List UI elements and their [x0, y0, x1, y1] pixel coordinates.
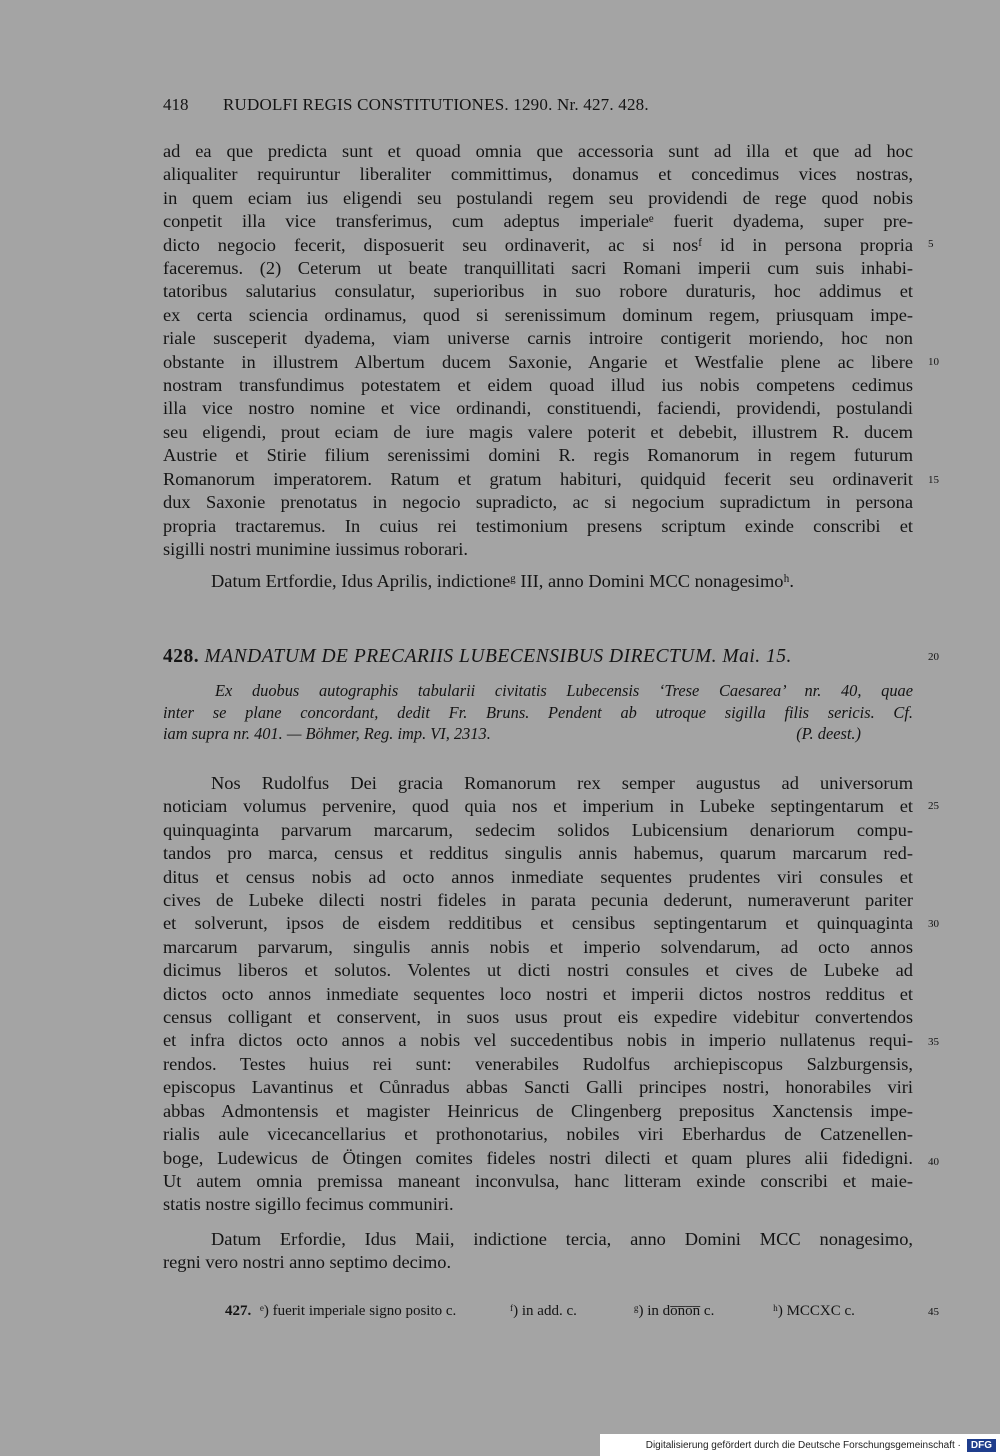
- footnote-h: ʰ) MCCXC c.: [773, 1303, 855, 1319]
- text-line: propria tractaremus. In cuius rei testimonium presens scriptum exinde conscribi et: [163, 515, 913, 536]
- page-header: [163, 95, 913, 115]
- source-line: iam supra nr. 401. — Böhmer, Reg. imp. VI, 2313.: [163, 724, 491, 743]
- digitization-footer: [600, 1434, 1000, 1456]
- text-line: census colligant et conservent, in suos usus prout eis expedire videbitur convertendos: [163, 1007, 913, 1028]
- margin-line-number: 25: [928, 800, 939, 812]
- text-line: ditus et census nobis ad octo annos inmediate sequentes prudentes viri consules et: [163, 866, 913, 887]
- text-line: Datum Erfordie, Idus Maii, indictione tercia, anno Domini MCC nonagesimo,: [211, 1229, 913, 1249]
- text-line: dicimus liberos et solutos. Volentes ut dicti nostri consules et cives de Lubeke ad: [163, 960, 913, 981]
- datum-428: [163, 1228, 913, 1275]
- text-line: seu eligendi, prout eciam de iure magis valere poterit et debebit, illustrem R. ducem: [163, 421, 913, 442]
- text-line: rendos. Testes huius rei sunt: venerabiles Rudolfus archiepiscopus Salzburgensis,: [163, 1053, 913, 1074]
- margin-line-number: 40: [928, 1156, 939, 1168]
- text-line: nostram transfundimus potestatem et eidem quoad illud ius nobis competens cedimus: [163, 375, 913, 396]
- text-line: rialis aule vicecancellarius et prothonotarius, nobiles viri Eberhardus de Catzenellen-: [163, 1124, 913, 1145]
- margin-line-number: 5: [928, 238, 934, 250]
- dfg-logo: DFG: [967, 1439, 996, 1452]
- source-line: inter se plane concordant, dedit Fr. Bruns. Pendent ab utroque sigilla filis sericis. Cf.: [163, 702, 913, 722]
- text-line: Nos Rudolfus Dei gracia Romanorum rex semper augustus ad universorum: [211, 773, 913, 793]
- text-line: aliqualiter requiruntur liberaliter committimus, donamus et concedimus vices nostras,: [163, 164, 913, 185]
- text-line: dux Saxonie prenotatus in negocio supradicto, ac si negocium supradictum in persona: [163, 492, 913, 513]
- text-line: statis nostre sigillo fecimus communiri.: [163, 1194, 454, 1215]
- text-line: Austrie et Stirie filium serenissimi domini R. regis Romanorum in regem futurum: [163, 445, 913, 466]
- margin-line-number: 30: [928, 918, 939, 930]
- text-line: ad ea que predicta sunt et quoad omnia que accessoria sunt ad illa et que ad hoc: [163, 141, 913, 161]
- text-line: ex certa sciencia ordinamus, quod si serenissimum dominum regem, priusquam impe-: [163, 304, 913, 325]
- footnote-number: 427.: [225, 1303, 252, 1319]
- text-line: boge, Ludewicus de Ötingen comites fideles nostri dilecti et quam plures alii fidedigni.: [163, 1147, 913, 1168]
- text-line: sigilli nostri munimine iussimus roborari.: [163, 538, 468, 559]
- text-line: cives de Lubeke dilecti nostri fideles in parata pecunia dederunt, numeraverunt pariter: [163, 890, 913, 911]
- document-427-text: [163, 140, 913, 561]
- text-line: noticiam volumus pervenire, quod quia nos et imperium in Lubeke septingentarum et: [163, 796, 913, 817]
- text-line: faceremus. (2) Ceterum ut beate tranquillitati sacri Romani imperii cum suis inhabi-: [163, 258, 913, 279]
- footnote-f: ᶠ) in add. c.: [510, 1303, 577, 1319]
- text-line: Ut autem omnia premissa maneant inconvulsa, hanc litteram exinde conscribi et maie-: [163, 1170, 913, 1191]
- running-title: RUDOLFI REGIS CONSTITUTIONES. 1290. Nr. 427. 428.: [223, 95, 649, 114]
- document-date: Mai. 15.: [722, 646, 792, 667]
- text-line: episcopus Lavantinus et Cůnradus abbas Sancti Galli principes nostri, honorabiles viri: [163, 1077, 913, 1098]
- text-line: et infra dictos octo annos a nobis vel succedentibus nobis in imperio nullatenus requi-: [163, 1030, 913, 1051]
- text-line: dicto negocio fecerit, disposuerit seu ordinaverit, ac si nosᶠ id in persona propria: [163, 234, 913, 255]
- margin-line-number: 20: [928, 651, 939, 663]
- datum-427: Datum Ertfordie, Idus Aprilis, indictioneᵍ III, anno Domini MCC nonagesimoʰ.: [211, 571, 795, 591]
- text-line: marcarum parvarum, singulis annis nobis et imperio solvendarum, ad octo annos: [163, 936, 913, 957]
- text-line: riale susceperit dyadema, viam universe carnis introire contigerit moriendo, hoc non: [163, 328, 913, 349]
- margin-line-number: 45: [928, 1306, 939, 1318]
- page-number: 418: [163, 95, 189, 114]
- footnote-g: ᵍ) in do̅n̅o̅n̅ c.: [634, 1303, 715, 1319]
- margin-line-number: 10: [928, 356, 939, 368]
- text-line: regni vero nostri anno septimo decimo.: [163, 1252, 452, 1273]
- document-428-heading: [163, 646, 913, 668]
- document-number: 428.: [163, 646, 200, 667]
- text-line: obstante in illustrem Albertum ducem Saxonie, Angarie et Westfalie plene ac libere: [163, 351, 913, 372]
- text-line: quinquaginta parvarum marcarum, sedecim solidos Lubicensium denariorum compu-: [163, 819, 913, 840]
- source-note: [163, 680, 913, 745]
- margin-line-number: 15: [928, 474, 939, 486]
- text-line: illa vice nostro nomine et vice ordinandi, constituendi, faciendi, providendi, postulandi: [163, 398, 913, 419]
- text-line: conpetit illa vice transferimus, cum adeptus imperialeᵉ fuerit dyadema, super pre-: [163, 211, 913, 232]
- text-line: et solverunt, ipsos de eisdem redditibus et censibus septingentarum et quinquaginta: [163, 913, 913, 934]
- text-line: dictos octo annos inmediate sequentes loco nostri et imperii dictos nostros redditus et: [163, 983, 913, 1004]
- document-title: MANDATUM DE PRECARIIS LUBECENSIBUS DIRECTUM.: [204, 646, 718, 667]
- margin-line-number: 35: [928, 1036, 939, 1048]
- footnote-e: ᵉ) fuerit imperiale signo posito c.: [260, 1303, 457, 1319]
- text-line: Romanorum imperatorem. Ratum et gratum habituri, quidquid fecerit seu ordinaverit: [163, 468, 913, 489]
- text-line: tandos pro marca, census et redditus singulis annis habemus, quarum marcarum red-: [163, 843, 913, 864]
- footer-text: Digitalisierung gefördert durch die Deutsche Forschungsgemeinschaft ·: [645, 1439, 961, 1451]
- source-note-remark: (P. deest.): [796, 724, 861, 743]
- text-line: in quem eciam ius eligendi seu postulandi regem seu providendi de rege quod nobis: [163, 187, 913, 208]
- document-428-text: [163, 772, 913, 1217]
- source-line: Ex duobus autographis tabularii civitatis Lubecensis ‘Trese Caesarea’ nr. 40, quae: [215, 681, 913, 700]
- text-line: abbas Admontensis et magister Heinricus de Clingenberg prepositus Xanctensis impe-: [163, 1100, 913, 1121]
- text-line: tatoribus salutarius consulatur, superioribus in suo robore duraturis, hoc addimus et: [163, 281, 913, 302]
